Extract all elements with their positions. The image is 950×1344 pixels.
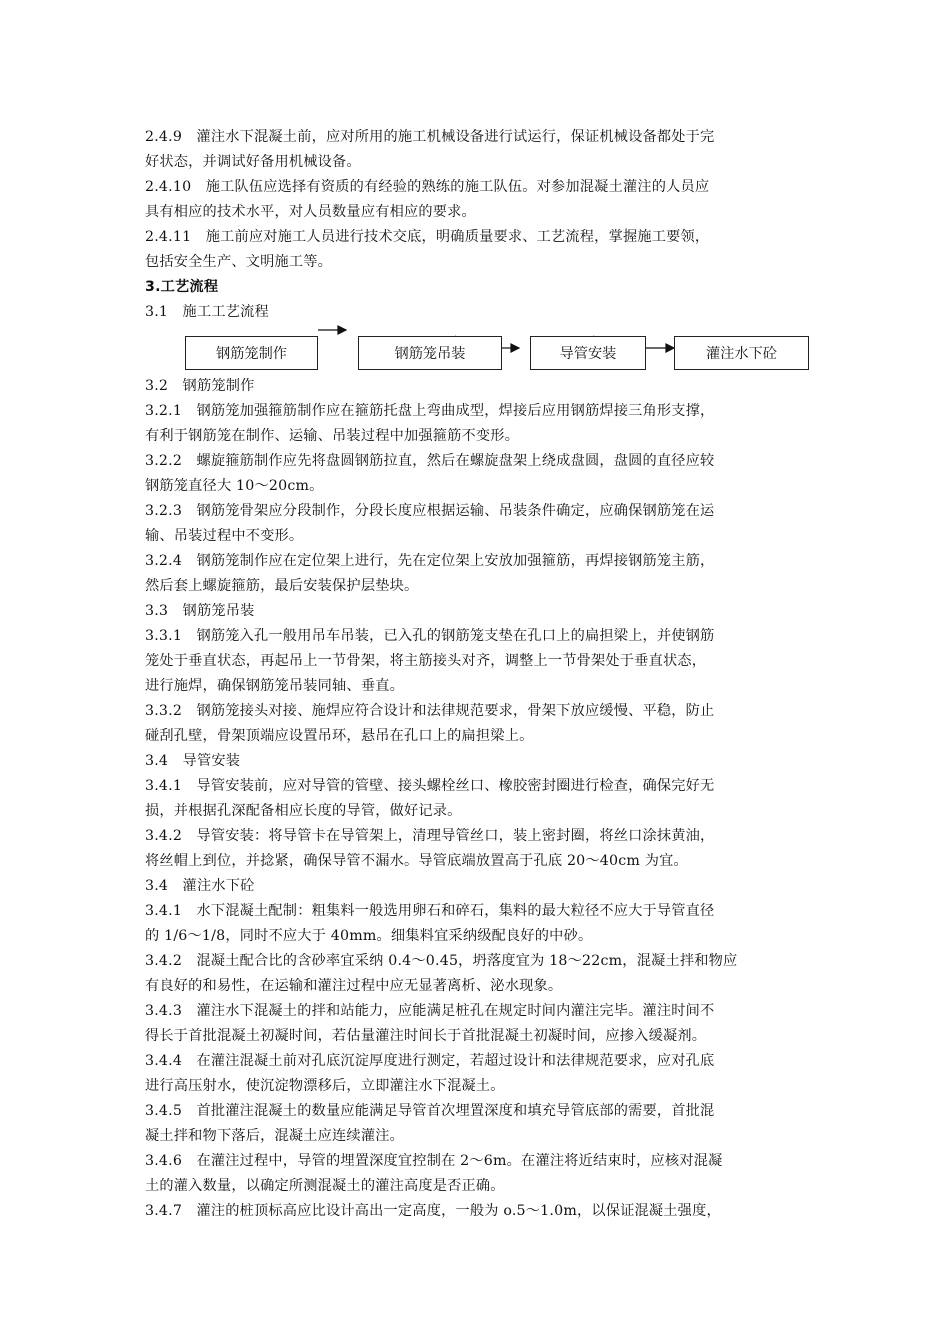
subsection-heading: 3.3 钢筋笼吊装 [145,603,255,619]
paragraph-line: 2.4.10 施工队伍应选择有资质的有经验的熟练的施工队伍。对参加混凝土灌注的人员应 [145,179,710,195]
paragraph-line: 3.2.1 钢筋笼加强箍筋制作应在箍筋托盘上弯曲成型，焊接后应用钢筋焊接三角形支撑， [145,403,715,419]
subsection-heading: 3.4 灌注水下砼 [145,878,255,894]
paragraph-line: 3.4.1 导管安装前，应对导管的管壁、接头螺栓丝口、橡胶密封圈进行检查，确保完好无 [145,778,715,794]
flow-step-rebar-cage-fabrication [185,336,318,370]
flow-step-label: 导管安装 [559,346,617,362]
paragraph-line: 3.2.3 钢筋笼骨架应分段制作，分段长度应根据运输、吊装条件确定，应确保钢筋笼在运 [145,503,715,519]
paragraph-line: 3.3.1 钢筋笼入孔一般用吊车吊装，已入孔的钢筋笼支垫在孔口上的扁担梁上，并使钢筋 [145,628,715,644]
paragraph-line: 3.2.2 螺旋箍筋制作应先将盘圆钢筋拉直，然后在螺旋盘架上绕成盘圆，盘圆的直径应较 [145,453,715,469]
flow-step-underwater-concrete-pouring [674,336,809,370]
paragraph-line: 进行施焊，确保钢筋笼吊装同轴、垂直。 [145,678,404,694]
subsection-heading: 3.2 钢筋笼制作 [145,378,255,394]
flow-arrowhead [511,344,519,352]
paragraph-line: 进行高压射水，使沉淀物漂移后，立即灌注水下混凝土。 [145,1078,505,1094]
paragraph-line: 2.4.9 灌注水下混凝土前，应对所用的施工机械设备进行试运行，保证机械设备都处于完 [145,129,715,145]
paragraph-line: 土的灌入数量，以确定所测混凝土的灌注高度是否正确。 [145,1178,505,1194]
paragraph-line: 有利于钢筋笼在制作、运输、吊装过程中加强箍筋不变形。 [145,428,520,444]
paragraph-line: 3.4.3 灌注水下混凝土的拌和站能力，应能满足桩孔在规定时间内灌注完毕。灌注时间不 [145,1003,715,1019]
paragraph-line: 具有相应的技术水平，对人员数量应有相应的要求。 [145,204,476,220]
paragraph-line: 笼处于垂直状态，再起吊上一节骨架，将主筋接头对齐，调整上一节骨架处于垂直状态， [145,653,707,669]
paragraph-line: 包括安全生产、文明施工等。 [145,254,333,270]
flow-step-label: 钢筋笼吊装 [394,346,466,362]
section-heading: 3.工艺流程 [145,279,219,295]
paragraph-line: 3.4.2 导管安装：将导管卡在导管架上，清理导管丝口，装上密封圈，将丝口涂抹黄油， [145,828,715,844]
subsection-heading: 3.1 施工工艺流程 [145,304,269,320]
paragraph-line: 3.4.1 水下混凝土配制：粗集料一般选用卵石和碎石，集料的最大粒径不应大于导管直径 [145,903,715,919]
paragraph-line: 钢筋笼直径大 10～20cm。 [145,478,324,494]
paragraph-line: 3.4.4 在灌注混凝土前对孔底沉淀厚度进行测定，若超过设计和法律规范要求，应对孔底 [145,1053,715,1069]
flow-step-conduit-installation [530,336,646,370]
flow-arrowhead [666,344,674,352]
paragraph-line: 有良好的和易性，在运输和灌注过程中应无显著离析、泌水现象。 [145,978,563,994]
subsection-heading: 3.4 导管安装 [145,753,241,769]
paragraph-line: 的 1/6～1/8，同时不应大于 40mm。细集料宜采纳级配良好的中砂。 [145,928,593,944]
paragraph-line: 输、吊装过程中不变形。 [145,528,304,544]
paragraph-line: 得长于首批混凝土初凝时间，若估量灌注时间长于首批混凝土初凝时间，应掺入缓凝剂。 [145,1028,707,1044]
paragraph-line: 将丝帽上到位，并捻紧，确保导管不漏水。导管底端放置高于孔底 20～40cm 为宜。 [145,853,688,869]
paragraph-line: 3.4.6 在灌注过程中，导管的埋置深度宜控制在 2～6m。在灌注将近结束时，应核对混凝 [145,1153,723,1169]
paragraph-line: 损，并根据孔深配备相应长度的导管，做好记录。 [145,803,462,819]
paragraph-line: 3.4.7 灌注的桩顶标高应比设计高出一定高度，一般为 o.5～1.0m，以保证混凝土强度， [145,1203,721,1219]
flow-step-rebar-cage-hoisting [358,336,502,370]
paragraph-line: 好状态，并调试好备用机械设备。 [145,154,361,170]
paragraph-line: 碰刮孔壁，骨架顶端应设置吊环，悬吊在孔口上的扁担梁上。 [145,728,534,744]
paragraph-line: 2.4.11 施工前应对施工人员进行技术交底，明确质量要求、工艺流程，掌握施工要领， [145,229,710,245]
paragraph-line: 3.2.4 钢筋笼制作应在定位架上进行，先在定位架上安放加强箍筋，再焊接钢筋笼主筋， [145,553,715,569]
flow-arrowhead [338,326,346,334]
paragraph-line: 3.4.5 首批灌注混凝土的数量应能满足导管首次埋置深度和填充导管底部的需要，首批混 [145,1103,715,1119]
flow-step-label: 钢筋笼制作 [216,346,287,362]
paragraph-line: 3.3.2 钢筋笼接头对接、施焊应符合设计和法律规范要求，骨架下放应缓慢、平稳，防止 [145,703,715,719]
flow-step-label: 灌注水下砼 [706,346,777,362]
paragraph-line: 然后套上螺旋箍筋，最后安装保护层垫块。 [145,578,419,594]
paragraph-line: 凝土拌和物下落后，混凝土应连续灌注。 [145,1128,404,1144]
paragraph-line: 3.4.2 混凝土配合比的含砂率宜采纳 0.4～0.45，坍落度宜为 18～22cm，混凝土拌和物应 [145,953,738,969]
